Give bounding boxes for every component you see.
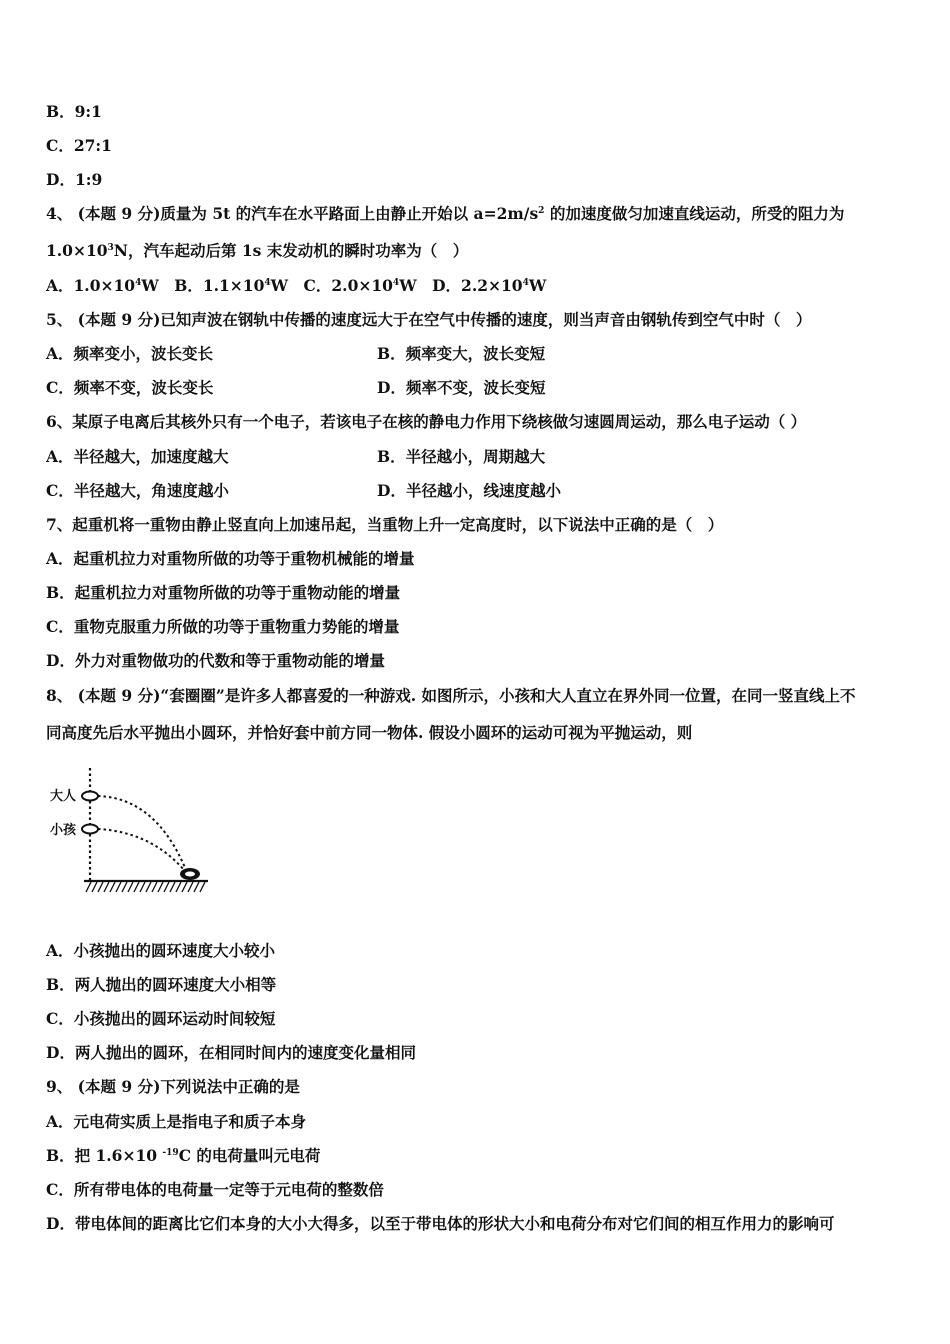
q3-option-b: B．9:1 <box>46 102 102 121</box>
q4-stem-line1: 4、 (本题 9 分)质量为 5t 的汽车在水平路面上由静止开始以 $a=2m/s^2$ 的加速度做匀加速直线运动，所受的阻力为 <box>46 204 845 223</box>
q8-option-d: D．两人抛出的圆环，在相同时间内的速度变化量相同 <box>46 1043 416 1062</box>
q5-option-a: A．频率变小，波长变长 <box>46 344 214 363</box>
q8-option-b: B．两人抛出的圆环速度大小相等 <box>46 975 277 994</box>
q3-option-c: C．27:1 <box>46 136 112 155</box>
q6-stem: 6、某原子电离后其核外只有一个电子，若该电子在核的静电力作用下绕核做匀速圆周运动，那么电子运动（ ） <box>46 412 807 431</box>
label-child: 小孩 <box>50 823 77 838</box>
q9-option-b: B．把 1.6×10 $^{-19}$C 的电荷量叫元电荷 <box>46 1146 321 1165</box>
ground-hatching <box>86 882 205 892</box>
target-object-highlight <box>185 872 195 877</box>
q6-option-a: A．半径越大，加速度越大 <box>46 447 229 466</box>
q9-option-d: D．带电体间的距离比它们本身的大小大得多，以至于带电体的形状大小和电荷分布对它们间的相互作用力的影响可 <box>46 1214 835 1233</box>
q6-option-b: B．半径越小，周期越大 <box>377 447 546 466</box>
q7-option-a: A．起重机拉力对重物所做的功等于重物机械能的增量 <box>46 549 415 568</box>
q4-options: A．$1.0\times 10^4W$ B．$1.1\times 10^4W$ C．$2.0\times 10^4W$ D．$2.2\times 10^4W$ <box>46 276 547 295</box>
q5-option-b: B．频率变大，波长变短 <box>377 344 546 363</box>
q8-stem-line1: 8、 (本题 9 分)“套圈圈”是许多人都喜爱的一种游戏. 如图所示，小孩和大人直立在界外同一位置，在同一竖直线上不 <box>46 686 856 705</box>
q6-option-d: D．半径越小，线速度越小 <box>377 481 561 500</box>
q5-option-c: C．频率不变，波长变长 <box>46 378 214 397</box>
q7-option-d: D．外力对重物做功的代数和等于重物动能的增量 <box>46 651 385 670</box>
q8-stem-line2: 同高度先后水平抛出小圆环，并恰好套中前方同一物体. 假设小圆环的运动可视为平抛运动，则 <box>46 723 693 742</box>
q7-option-b: B．起重机拉力对重物所做的功等于重物动能的增量 <box>46 583 401 602</box>
q6-option-c: C．半径越大，角速度越小 <box>46 481 229 500</box>
q5-stem: 5、 (本题 9 分)已知声波在钢轨中传播的速度远大于在空气中传播的速度，则当声音由钢轨传到空气中时（ ） <box>46 310 812 329</box>
child-trajectory <box>98 829 184 870</box>
q5-option-d: D．频率不变，波长变短 <box>377 378 546 397</box>
ring-toss-figure <box>46 762 216 906</box>
label-adult: 大人 <box>50 789 77 804</box>
q3-option-d: D．1:9 <box>46 170 103 189</box>
adult-trajectory <box>98 796 186 870</box>
q4-stem-line2: $1.0\times 10^3N$，汽车起动后第 1s 末发动机的瞬时功率为（ ） <box>46 241 469 260</box>
q8-option-a: A．小孩抛出的圆环速度大小较小 <box>46 941 276 960</box>
q7-option-c: C．重物克服重力所做的功等于重物重力势能的增量 <box>46 617 400 636</box>
q9-option-a: A．元电荷实质上是指电子和质子本身 <box>46 1112 307 1131</box>
adult-ring <box>82 792 98 801</box>
q9-option-c: C．所有带电体的电荷量一定等于元电荷的整数倍 <box>46 1180 384 1199</box>
q8-option-c: C．小孩抛出的圆环运动时间较短 <box>46 1009 276 1028</box>
child-ring <box>82 825 98 834</box>
q7-stem: 7、起重机将一重物由静止竖直向上加速吊起，当重物上升一定高度时，以下说法中正确的是（ ） <box>46 515 724 534</box>
q9-stem: 9、 (本题 9 分)下列说法中正确的是 <box>46 1077 300 1096</box>
